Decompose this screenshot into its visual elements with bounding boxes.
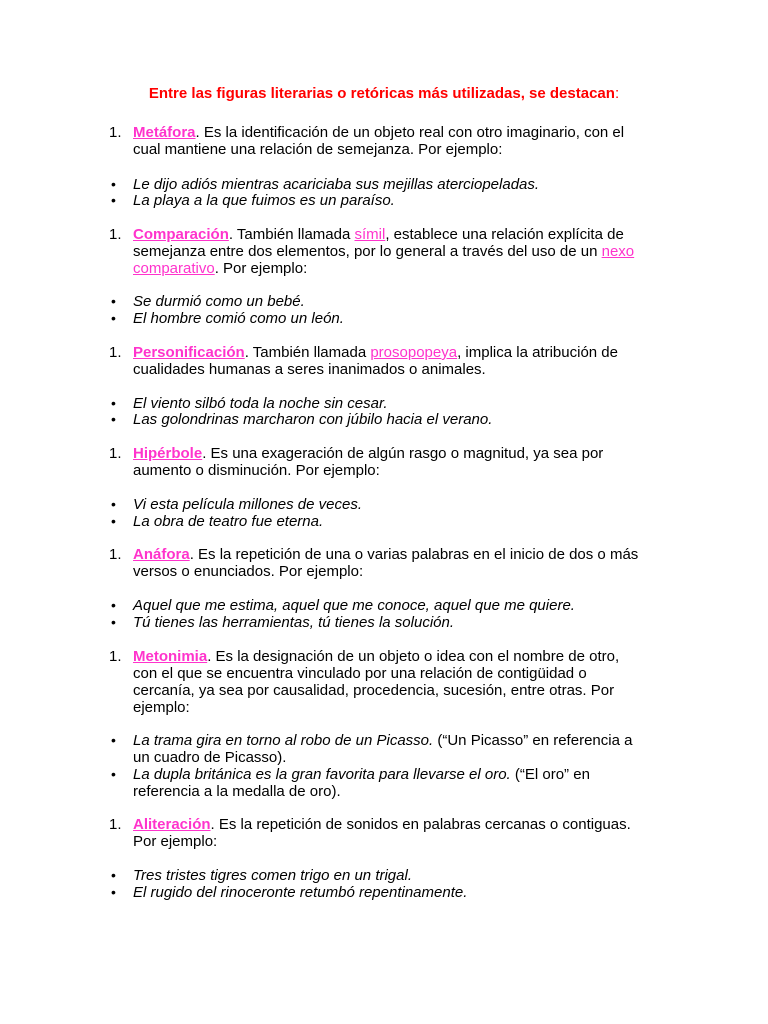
example-text: Aquel que me estima, aquel que me conoce, aquel que me quiere. (133, 597, 575, 614)
example-item (133, 411, 663, 428)
bullet: • (111, 513, 116, 529)
definition-text: cual mantiene una relación de semejanza. Por ejemplo: (133, 141, 503, 158)
term-aliteracion-link[interactable]: Aliteración (133, 816, 211, 833)
example-text: Se durmió como un bebé. (133, 293, 305, 310)
example-text: La dupla británica es la gran favorita para llevarse el oro. (133, 766, 511, 783)
example-item (133, 310, 663, 327)
list-number: 1. (109, 124, 122, 141)
definition-text: . También llamada (244, 344, 371, 361)
list-number: 1. (109, 546, 122, 563)
list-number: 1. (109, 445, 122, 462)
example-note: referencia a la medalla de oro). (133, 783, 341, 800)
example-text: Las golondrinas marcharon con júbilo hacia el verano. (133, 411, 493, 428)
definition-text: ejemplo: (133, 699, 190, 716)
example-text: La obra de teatro fue eterna. (133, 513, 324, 530)
definition-text: . Por ejemplo: (214, 260, 308, 277)
example-text: Vi esta película millones de veces. (133, 496, 363, 513)
bullet: • (111, 310, 116, 326)
example-text: La trama gira en torno al robo de un Picasso. (133, 732, 434, 749)
example-note: (“Un Picasso” en referencia a (433, 732, 633, 749)
title-colon: : (614, 85, 620, 102)
bullet: • (111, 176, 116, 192)
list-number: 1. (109, 226, 122, 243)
bullet: • (111, 766, 116, 782)
example-item (133, 884, 663, 901)
definition-text: cualidades humanas a seres inanimados o animales. (133, 361, 486, 378)
section-comparacion (133, 226, 653, 277)
example-note: (“El oro” en (510, 766, 590, 783)
nexo-comparativo-link[interactable]: nexo (601, 243, 635, 260)
definition-text: . Es la repetición de una o varias palabras en el inicio de dos o más (189, 546, 639, 563)
bullet: • (111, 614, 116, 630)
definition-text: semejanza entre dos elementos, por lo general a través del uso de un (133, 243, 602, 260)
term-comparacion-link[interactable]: Comparación (133, 226, 229, 243)
definition-text: cercanía, ya sea por causalidad, procedencia, sucesión, entre otras. Por (133, 682, 615, 699)
example-text: Tres tristes tigres comen trigo en un trigal. (133, 867, 412, 884)
definition-text: . También llamada (228, 226, 355, 243)
list-number: 1. (109, 816, 122, 833)
prosopopeya-link[interactable]: prosopopeya (370, 344, 458, 361)
term-personificacion-link[interactable]: Personificación (133, 344, 245, 361)
term-metonimia-link[interactable]: Metonimia (133, 648, 208, 665)
bullet: • (111, 496, 116, 512)
bullet: • (111, 293, 116, 309)
bullet: • (111, 884, 116, 900)
term-metafora-link[interactable]: Metáfora (133, 124, 196, 141)
example-text: El hombre comió como un león. (133, 310, 344, 327)
definition-text: Por ejemplo: (133, 833, 218, 850)
section-hiperbole (133, 445, 653, 479)
section-personificacion (133, 344, 653, 378)
example-item (133, 496, 663, 513)
definition-text: . Es la designación de un objeto o idea con el nombre de otro, (207, 648, 620, 665)
section-aliteracion (133, 816, 653, 850)
definition-text: . Es la repetición de sonidos en palabras cercanas o contiguas. (210, 816, 631, 833)
simil-link[interactable]: símil (354, 226, 386, 243)
example-item (133, 513, 663, 530)
example-item (133, 867, 663, 884)
example-item (133, 395, 663, 412)
definition-text: aumento o disminución. Por ejemplo: (133, 462, 380, 479)
example-text: Tú tienes las herramientas, tú tienes la solución. (133, 614, 454, 631)
example-item (133, 597, 663, 614)
example-text: Le dijo adiós mientras acariciaba sus mejillas aterciopeladas. (133, 176, 540, 193)
definition-text: , implica la atribución de (457, 344, 618, 361)
example-item (133, 192, 663, 209)
bullet: • (111, 597, 116, 613)
bullet: • (111, 867, 116, 883)
example-text: El rugido del rinoceronte retumbó repentinamente. (133, 884, 468, 901)
bullet: • (111, 192, 116, 208)
definition-text: . Es la identificación de un objeto real con otro imaginario, con el (195, 124, 625, 141)
list-number: 1. (109, 648, 122, 665)
page-title (0, 85, 768, 103)
example-text: El viento silbó toda la noche sin cesar. (133, 395, 388, 412)
bullet: • (111, 411, 116, 427)
title-text: Entre las figuras literarias o retóricas más utilizadas, se destacan (148, 85, 615, 102)
example-item (133, 293, 663, 310)
example-item (133, 732, 663, 766)
bullet: • (111, 395, 116, 411)
term-anafora-link[interactable]: Anáfora (133, 546, 190, 563)
example-item (133, 614, 663, 631)
example-item (133, 766, 663, 800)
section-metafora (133, 124, 653, 158)
list-number: 1. (109, 344, 122, 361)
example-text: La playa a la que fuimos es un paraíso. (133, 192, 395, 209)
definition-text: con el que se encuentra vinculado por una relación de contigüidad o (133, 665, 587, 682)
section-metonimia (133, 648, 653, 716)
bullet: • (111, 732, 116, 748)
section-anafora (133, 546, 653, 580)
definition-text: . Es una exageración de algún rasgo o magnitud, ya sea por (202, 445, 604, 462)
nexo-comparativo-link-cont[interactable]: comparativo (133, 260, 215, 277)
definition-text: , establece una relación explícita de (385, 226, 624, 243)
term-hiperbole-link[interactable]: Hipérbole (133, 445, 203, 462)
example-note: un cuadro de Picasso). (133, 749, 287, 766)
example-item (133, 176, 663, 193)
definition-text: versos o enunciados. Por ejemplo: (133, 563, 364, 580)
